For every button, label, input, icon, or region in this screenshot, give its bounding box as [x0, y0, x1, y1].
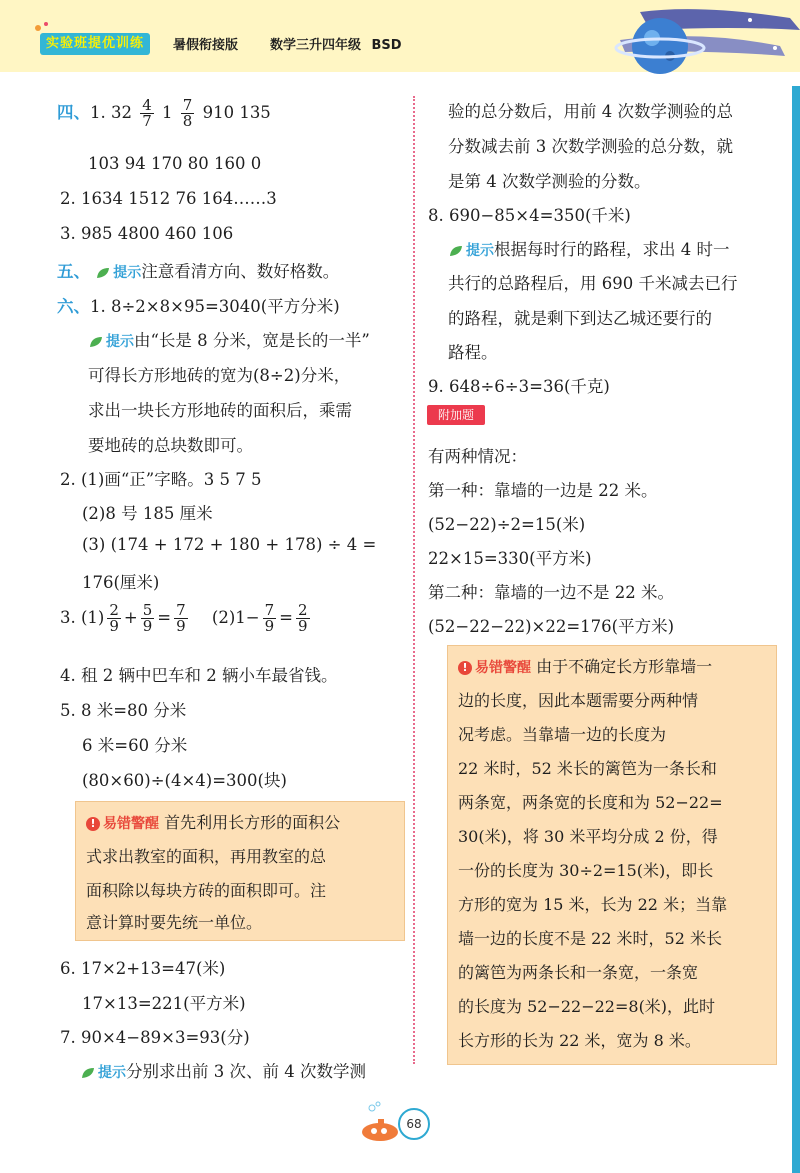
warning-2-line-7: 一份的长度为 30÷2=15(米)，即长 — [458, 861, 714, 880]
brand-logo: 实验班提优训练 — [40, 33, 150, 55]
section-5-label: 五、 — [57, 262, 90, 281]
denominator: 8 — [182, 112, 193, 130]
warning-tag: 易错警醒 — [103, 816, 159, 832]
numerator: 2 — [298, 601, 308, 619]
warning-2-line-4: 22 米时，52 米长的篱笆为一条长和 — [458, 759, 717, 778]
denominator: 9 — [176, 617, 186, 635]
answer-text: 1 — [162, 103, 173, 122]
numerator: 5 — [142, 601, 153, 619]
answer-text: (2)1− — [211, 608, 260, 627]
tip-3-line-3: 的路程，就是剩下到达乙城还要行的 — [448, 309, 712, 328]
answer-6-1: 6. 17×2+13=47(米) — [60, 959, 226, 978]
answer-7: 7. 90×4−89×3=93(分) — [60, 1028, 250, 1047]
answer-text: 1. 32 — [90, 103, 132, 122]
bonus-question-tag: 附加题 — [427, 405, 485, 425]
tip-tag: 提示 — [113, 265, 142, 281]
tip-tag: 提示 — [98, 1065, 126, 1081]
tip-1-line-3: 求出一块长方形地砖的面积后，乘需 — [88, 401, 352, 420]
tip-3-line-1 — [448, 236, 730, 260]
numerator: 7 — [176, 601, 186, 619]
tip-1-line-4: 要地砖的总块数即可。 — [88, 436, 253, 455]
answer-2-1: 2. (1)画“正”字略。3 5 7 5 — [60, 470, 262, 489]
answer-4-1-cont: 103 94 170 80 160 0 — [88, 154, 262, 173]
extra-line-1: 有两种情况： — [428, 447, 527, 466]
warning-2-line-5: 两条宽，两条宽的长度和为 52−22= — [458, 793, 723, 812]
warning-tag: 易错警醒 — [475, 660, 531, 676]
warning-text: 首先利用长方形的面积公 — [164, 813, 341, 832]
answer-2-3: (3) (174 + 172 + 180 + 178) ÷ 4 = — [82, 535, 377, 554]
answer-8: 8. 690−85×4=350(千米) — [428, 206, 631, 225]
tip-1-line-2: 可得长方形地砖的宽为(8÷2)分米， — [88, 366, 351, 385]
section-4-label: 四、 — [57, 103, 90, 122]
answer-5-3: (80×60)÷(4×4)=300(块) — [82, 771, 287, 790]
denominator: 9 — [264, 617, 275, 635]
extra-line-4: 22×15=330(平方米) — [428, 549, 592, 568]
answer-6-2: 17×13=221(平方米) — [82, 994, 246, 1013]
operator: = — [157, 608, 172, 627]
exclamation-icon: ! — [458, 661, 472, 675]
page-number: 68 — [398, 1108, 430, 1140]
warning-2-line-3: 况考虑。当靠墙一边的长度为 — [458, 725, 667, 744]
warning-2-line-10: 的篱笆为两条长和一条宽，一条宽 — [458, 963, 699, 982]
warning-2-line-8: 方形的宽为 15 米，长为 22 米；当靠 — [458, 895, 728, 914]
warning-1-line-4: 意计算时要先统一单位。 — [86, 913, 263, 932]
tip-text: 注意看清方向、数好格数。 — [141, 262, 340, 281]
answer-5-2: 6 米=60 分米 — [82, 736, 188, 755]
warning-2-line-6: 30(米)，将 30 米平均分成 2 份，得 — [458, 827, 718, 846]
edition-label: 暑假衔接版 — [173, 38, 239, 53]
numerator: 7 — [182, 96, 193, 114]
tip-3-line-4: 路程。 — [448, 343, 498, 362]
warning-box-2 — [447, 645, 777, 1065]
answer-9: 9. 648÷6÷3=36(千克) — [428, 377, 610, 396]
tip-tag: 提示 — [466, 243, 494, 259]
tip-text: 由“长是 8 分米，宽是长的一半” — [134, 331, 370, 350]
warning-2-line-11: 的长度为 52−22−22=8(米)，此时 — [458, 997, 716, 1016]
numerator: 7 — [264, 601, 275, 619]
denominator: 9 — [109, 617, 119, 635]
warning-2-line-2: 边的长度，因此本题需要分两种情 — [458, 691, 699, 710]
tip-tag: 提示 — [106, 334, 134, 350]
tip-2-line-4: 是第 4 次数学测验的分数。 — [448, 172, 651, 191]
warning-1-line-3: 面积除以每块方砖的面积即可。注 — [86, 881, 327, 900]
leaf-icon — [448, 244, 464, 258]
operator: + — [123, 608, 138, 627]
denominator: 7 — [142, 112, 152, 130]
exclamation-icon: ! — [86, 817, 100, 831]
answer-text: 1. 8÷2×8×95=3040(平方分米) — [90, 297, 340, 316]
tip-2-line-2: 验的总分数后，用前 4 次数学测验的总 — [448, 102, 733, 121]
answer-text: 910 135 — [202, 103, 271, 122]
numerator: 4 — [142, 96, 152, 114]
tip-3-line-2: 共行的总路程后，用 690 千米减去已行 — [448, 274, 738, 293]
answer-text: 3. (1) — [60, 608, 105, 627]
subject-label: 数学三升四年级 BSD — [270, 38, 402, 53]
operator: = — [279, 608, 293, 627]
numerator: 2 — [109, 601, 119, 619]
extra-line-5: 第二种：靠墙的一边不是 22 米。 — [428, 583, 674, 602]
answer-5-1: 5. 8 米=80 分米 — [60, 701, 187, 720]
warning-2-line-9: 墙一边的长度不是 22 米时，52 米长 — [458, 929, 722, 948]
denominator: 9 — [142, 617, 153, 635]
warning-1-line-2: 式求出教室的面积，再用教室的总 — [86, 847, 327, 866]
extra-line-2: 第一种：靠墙的一边是 22 米。 — [428, 481, 658, 500]
warning-text: 由于不确定长方形靠墙一 — [536, 657, 713, 676]
warning-2-line-1 — [458, 654, 712, 677]
section-6-label: 六、 — [57, 297, 90, 316]
extra-line-6: (52−22−22)×22=176(平方米) — [428, 617, 675, 636]
answer-4: 4. 租 2 辆中巴车和 2 辆小车最省钱。 — [60, 666, 338, 685]
warning-2-line-12: 长方形的长为 22 米，宽为 8 米。 — [458, 1031, 701, 1050]
answer-4-3: 3. 985 4800 460 106 — [60, 224, 234, 243]
answer-2-2: (2)8 号 185 厘米 — [82, 504, 213, 523]
denominator: 9 — [298, 617, 308, 635]
tip-text: 根据每时行的路程，求出 4 时一 — [494, 240, 730, 259]
extra-line-3: (52−22)÷2=15(米) — [428, 515, 586, 534]
tip-text: 分别求出前 3 次、前 4 次数学测 — [126, 1062, 366, 1081]
answer-4-2: 2. 1634 1512 76 164……3 — [60, 189, 277, 208]
tip-2-line-3: 分数减去前 3 次数学测验的总分数，就 — [448, 137, 733, 156]
answer-2-3-cont: 176(厘米) — [82, 573, 160, 592]
